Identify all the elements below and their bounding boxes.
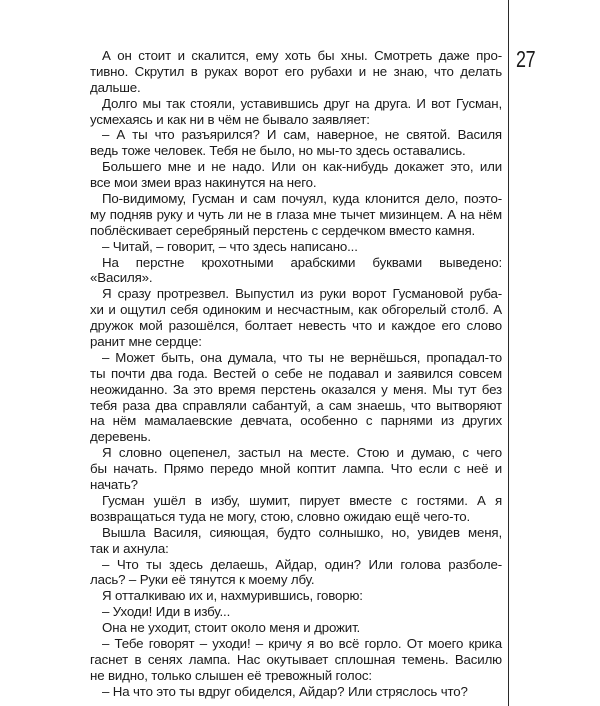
text-line: хи и ощутил себя одиноким и несчастным, как обгорелый столб. А (90, 302, 502, 318)
text-line: Большего мне и не надо. Или он как-нибудь докажет это, или (102, 159, 502, 175)
text-line: На перстне крохотными арабскими буквами выведено: (102, 254, 502, 270)
text-line: не видно, только слышен её тревожный голос: (90, 667, 372, 683)
page-margin-rule (508, 0, 509, 706)
text-line: бы начать. Прямо передо мной коптит лампа. Что если с неё и (90, 461, 502, 477)
text-line: «Василя». (90, 270, 153, 286)
text-line: – На что это ты вдруг обиделся, Айдар? Или стряслось что? (102, 683, 468, 699)
text-line: Гусман ушёл в избу, шумит, пирует вместе с гостями. А я (102, 492, 502, 508)
text-line: гаснет в сенях лампа. Нас окутывает сплошная темень. Василю (90, 651, 502, 667)
text-line: ранит мне сердце: (90, 334, 202, 350)
text-line: возвращаться туда не могу, стою, словно ожидаю ещё чего-то. (90, 508, 471, 524)
text-line: А он стоит и скалится, ему хоть бы хны. Смотреть даже про- (102, 48, 502, 63)
text-line: дальше. (90, 79, 141, 95)
text-line: По-видимому, Гусман и сам почуял, куда клонится дело, поэто- (102, 191, 502, 207)
text-line: Я отталкиваю их и, нахмурившись, говорю: (102, 588, 363, 604)
text-line: Я сразу протрезвел. Выпустил из руки ворот Гусмановой руба- (102, 286, 502, 302)
text-line: ведь тоже человек. Тебя не было, но мы-то здесь оставались. (90, 143, 466, 159)
text-line: – Тебе говорят – уходи! – кричу я во всё горло. От моего крика (102, 635, 502, 651)
text-line: лась? – Руки её тянутся к моему лбу. (90, 572, 315, 588)
text-line: деревень. (90, 429, 151, 445)
text-line: начать? (90, 477, 138, 493)
text-line: на нём мамалаевские девчата, особенно с парнями из других (90, 413, 502, 429)
text-line: тивно. Скрутил в руках ворот его рубахи и не знаю, что делать (90, 63, 502, 79)
text-line: так и ахнула: (90, 540, 169, 556)
text-line: – Читай, – говорит, – что здесь написано... (102, 238, 358, 254)
text-line: Долго мы так стояли, уставившись друг на друга. И вот Гусман, (102, 95, 502, 111)
text-line: – Что ты здесь делаешь, Айдар, один? Или голова разболе- (102, 556, 502, 572)
text-line: Вышла Василя, сияющая, будто солнышко, но, увидев меня, (102, 524, 502, 540)
page-number: 27 (516, 46, 536, 72)
text-line: Я словно оцепенел, застыл на месте. Стою и думаю, с чего (102, 445, 502, 461)
text-line: – Уходи! Иди в избу... (102, 604, 231, 620)
text-line: усмехаясь и как ни в чём не бывало заявляет: (90, 111, 370, 127)
text-line: – Может быть, она думала, что ты не вернёшься, пропадал-то (102, 349, 502, 365)
text-line: неожиданно. За это время перстень оказался у меня. Мы тут без (90, 381, 502, 397)
text-line: поблёскивает серебряный перстень с сердечком вместо камня. (90, 222, 476, 238)
text-line: – А ты что разъярился? И сам, наверное, не святой. Василя (102, 127, 502, 143)
page-text-body (90, 48, 502, 700)
text-line: тебя раза два справляли сабантуй, а сам знаешь, что вытворяют (90, 397, 502, 413)
text-line: дружок мой разошёлся, болтает невесть что и каждое его слово (90, 318, 502, 334)
text-line: ты почти два года. Вестей о себе не подавал и заявился совсем (90, 365, 502, 381)
text-line: му подняв руку и чуть ли не в глаза мне тычет мизинцем. А на нём (90, 206, 502, 222)
text-line: Она не уходит, стоит около меня и дрожит. (102, 620, 361, 636)
text-line: все мои змеи враз накинутся на него. (90, 175, 317, 191)
